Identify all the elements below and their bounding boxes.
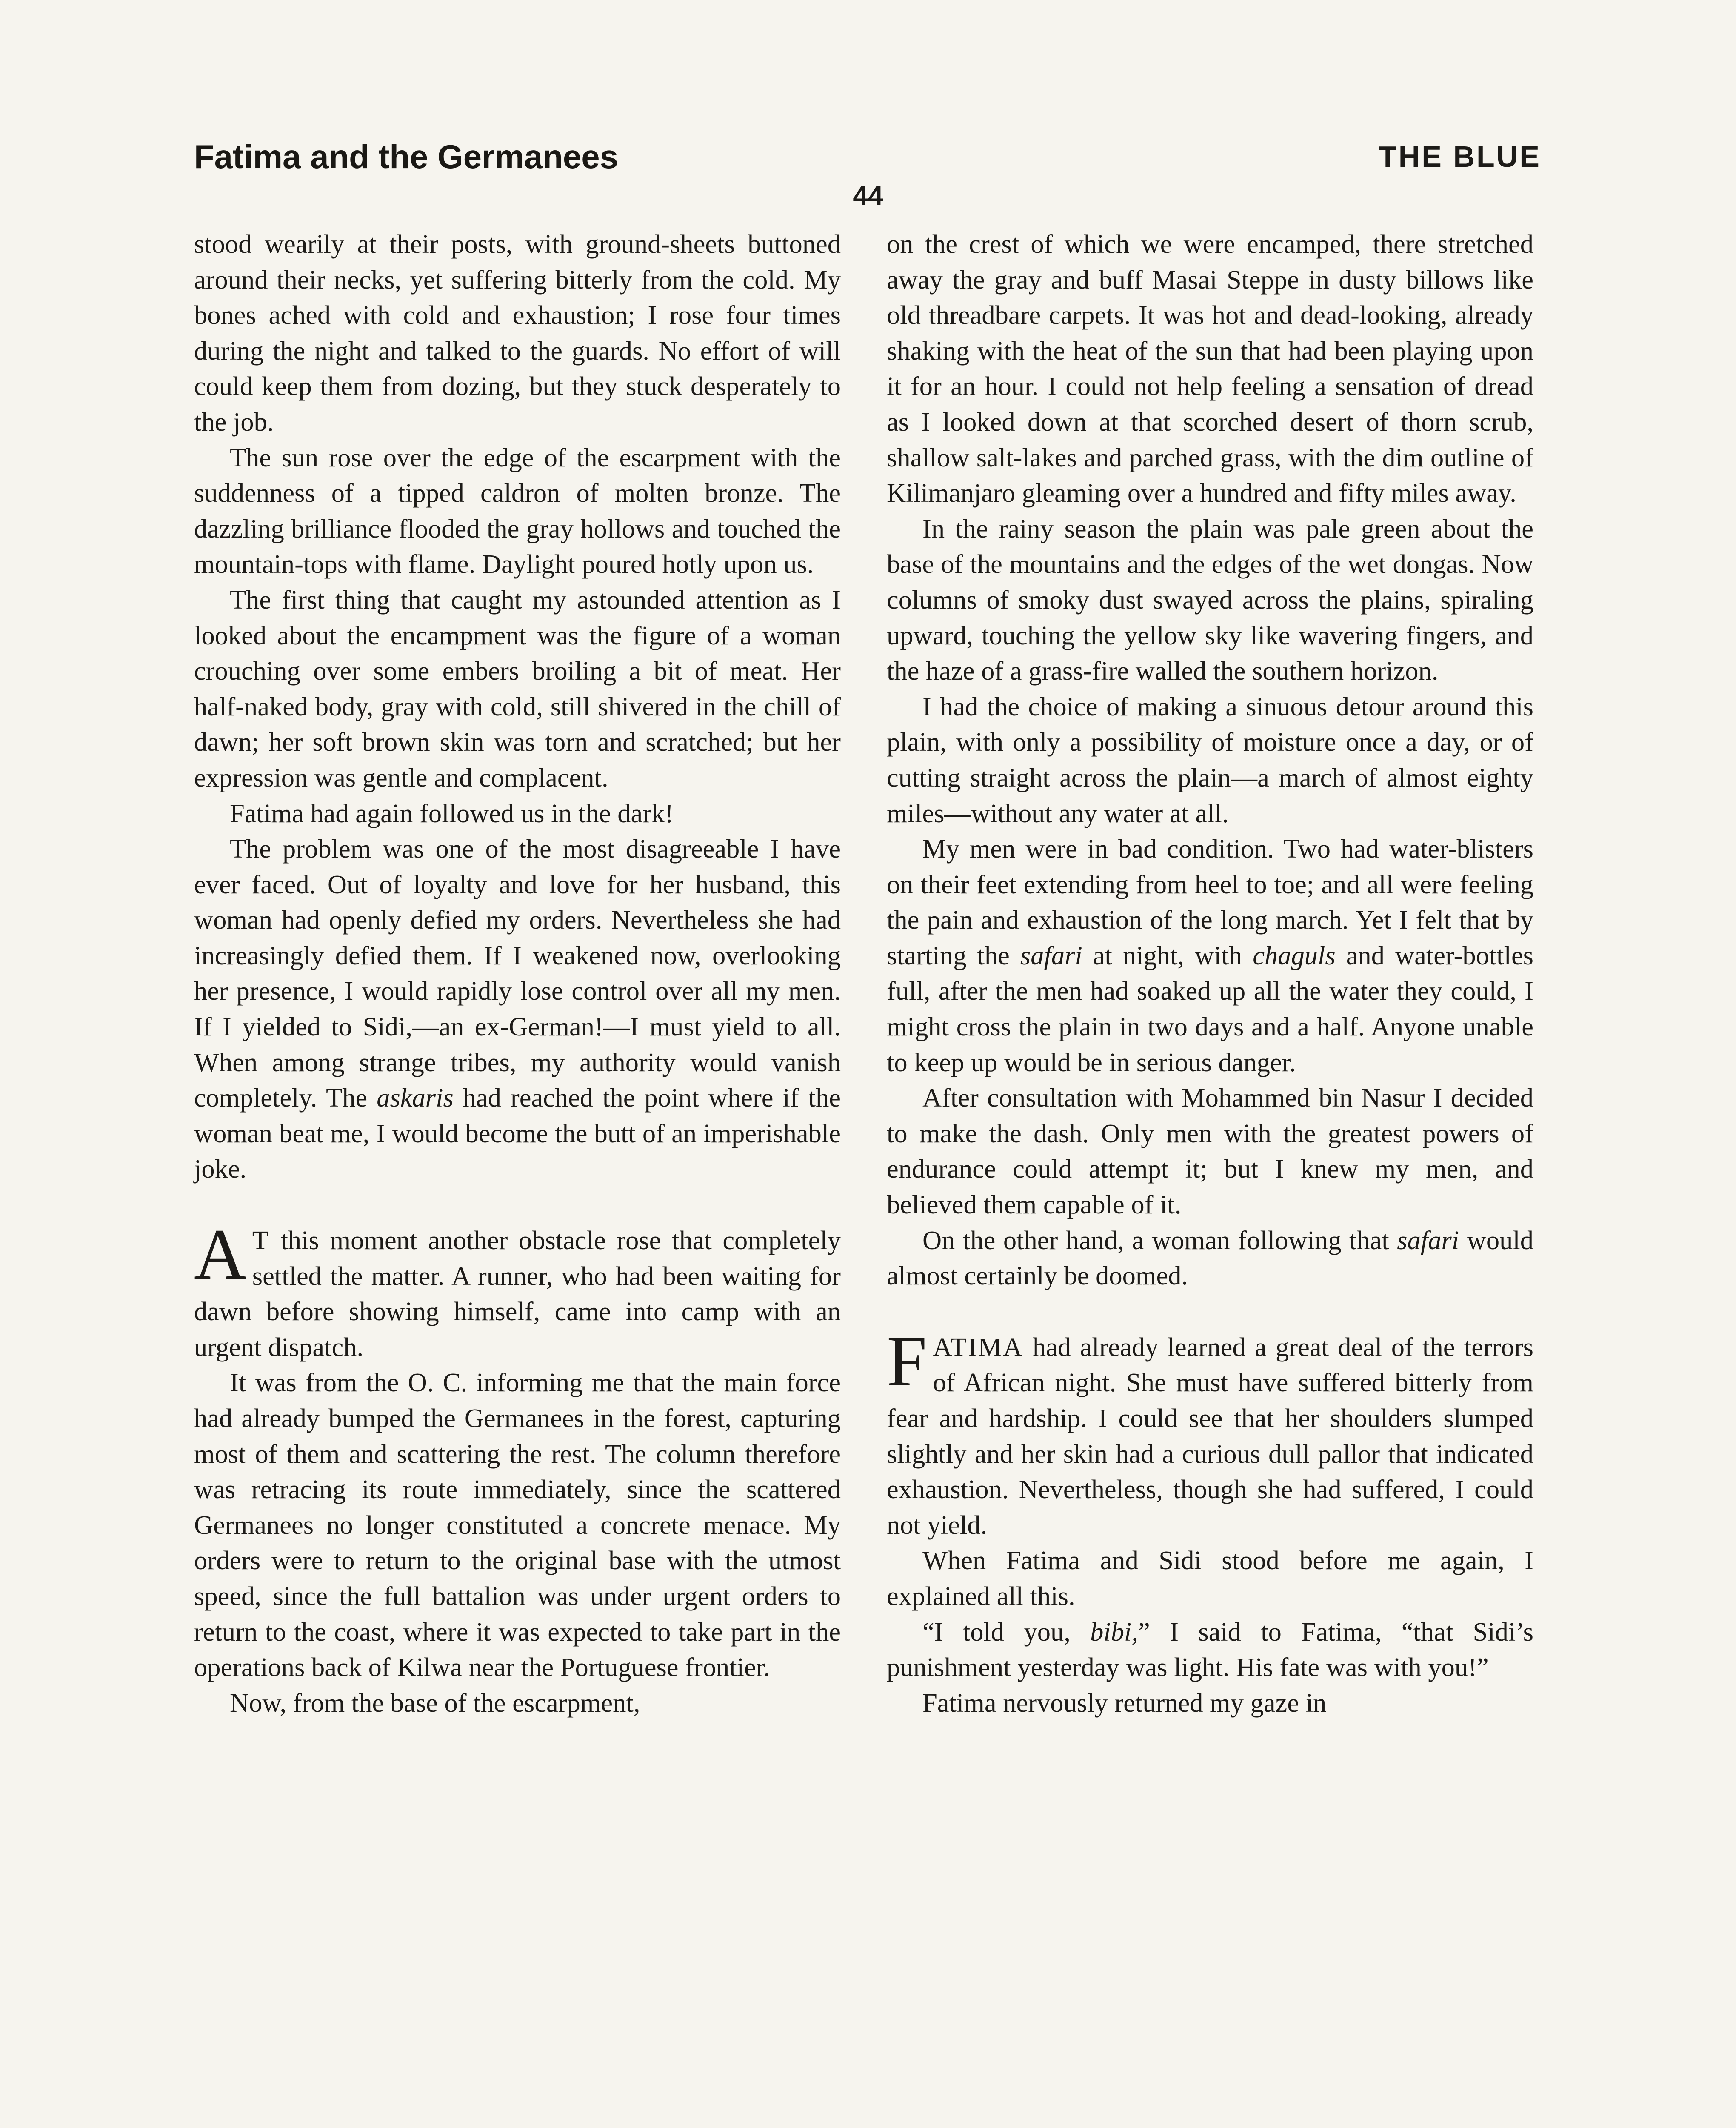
text-run: My men were in bad condition. Two had water-blisters on their feet extending from heel to toe; and all were feeling the pain and exhaustion of the long march. Yet I felt that by starting the [887,834,1533,970]
text-run: would almost certainly be doomed. [887,1225,1533,1291]
text-run: at night, with [1082,940,1253,970]
paragraph: stood wearily at their posts, with ground-sheets buttoned around their necks, yet suffering bitterly from the cold. My bones ached with cold and exhaustion; I rose four times during the night and talked to the guards. No effort of will could keep them from dozing, but they stuck desperately to the job. [194,229,841,437]
paragraph: Now, from the base of the escarpment, [230,1688,640,1718]
paragraph: When Fatima and Sidi stood before me again, I explained all this. [887,1545,1533,1611]
paragraph [887,1223,1533,1294]
drop-cap: F [887,1321,927,1401]
paragraph: After consultation with Mohammed bin Nasur I decided to make the dash. Only men with the greatest powers of endurance could attempt it; but I knew my men, and believed them capable of it. [887,1083,1533,1220]
text-run: had reached the point where if the woman beat me, I would become the butt of an imperishable joke. [194,1083,841,1184]
paragraph [194,831,841,1187]
paragraph [887,1614,1533,1685]
italic-term: safari [1020,940,1082,970]
text-run: had already learned a great deal of the terrors of African night. She must have suffered bitterly from fear and hardship. I could see that her shoulders slumped slightly and her skin had a curious dull pallor that indicated exhaustion. Nevertheless, though she had suffered, I could not yield. [887,1332,1533,1540]
left-column [194,226,841,2128]
lead-in: T [252,1225,270,1256]
text-run: The problem was one of the most disagreeable I have ever faced. Out of loyalty and love for her husband, this woman had openly defied my orders. Nevertheless she had increasingly defied them. If I weakened now, overlooking her presence, I would rapidly lose control over all my men. If I yielded to Sidi,—an ex-German!—I must yield to all. When among strange tribes, my authority would vanish completely. The [194,834,841,1113]
text-run: this moment another obstacle rose that completely settled the matter. A runner, who had been waiting for dawn before showing himself, came into camp with an urgent dispatch. [194,1225,841,1362]
paragraph: Fatima had again followed us in the dark! [230,798,674,828]
paragraph: The sun rose over the edge of the escarpment with the suddenness of a tipped caldron of molten bronze. The dazzling brilliance flooded the gray hollows and touched the mountain-tops with flame. Daylight poured hotly upon us. [194,442,841,579]
section-opening-paragraph [887,1321,1533,1543]
running-head: THE BLUE [1379,140,1541,173]
text-run: “I told you, [922,1616,1091,1647]
paragraph: It was from the O. C. informing me that the main force had already bumped the Germanees in the forest, capturing most of them and scattering the rest. The column therefore was retracing its route immediately, since the scattered Germanees no longer constituted a concrete menace. My orders were to return to the original base with the utmost speed, since the full battalion was under urgent orders to return to the coast, where it was expected to take part in the operations back of Kilwa near the Portuguese frontier. [194,1367,841,1682]
italic-term: safari [1397,1225,1459,1255]
page-number: 44 [853,180,883,211]
text-run: On the other hand, a woman following that [922,1225,1397,1255]
italic-term: askaris [377,1083,454,1113]
paragraph: Fatima nervously returned my gaze in [922,1688,1327,1718]
lead-in: ATIMA [933,1332,1024,1362]
story-title: Fatima and the Germanees [194,138,619,175]
paragraph: In the rainy season the plain was pale green about the base of the mountains and the edges of the wet dongas. Now columns of smoky dust swayed across the plains, spiraling upward, touching the yellow sky like wavering fingers, and the haze of a grass-fire walled the southern horizon. [887,513,1533,686]
italic-term: chaguls [1253,940,1336,970]
paragraph: I had the choice of making a sinuous detour around this plain, with only a possibility of moisture once a day, or of cutting straight across the plain—a march of almost eighty miles—without any water at all. [887,691,1533,828]
italic-term: bibi, [1090,1616,1139,1647]
paragraph: on the crest of which we were encamped, there stretched away the gray and buff Masai Steppe in dusty billows like old threadbare carpets. It was hot and dead-looking, already shaking with the heat of the sun that had been playing upon it for an hour. I could not help feeling a sensation of dread as I looked down at that scorched desert of thorn scrub, shallow salt-lakes and parched grass, with the dim outline of Kilimanjaro gleaming over a hundred and fifty miles away. [887,229,1533,508]
text-run: ” I said to Fatima, “that Sidi’s punishment yesterday was light. His fate was with you!” [887,1616,1533,1682]
right-column [887,226,1533,2128]
paragraph: The first thing that caught my astounded attention as I looked about the encampment was the figure of a woman crouching over some embers broiling a bit of meat. Her half-naked body, gray with cold, still shivered in the chill of dawn; her soft brown skin was torn and scratched; but her expression was gentle and complacent. [194,584,841,792]
text-run: and water-bottles full, after the men had soaked up all the water they could, I might cross the plain in two days and a half. Anyone unable to keep up would be in serious danger. [887,940,1534,1077]
drop-cap: A [194,1214,246,1295]
section-opening-paragraph [194,1214,841,1365]
paragraph [887,831,1533,1080]
